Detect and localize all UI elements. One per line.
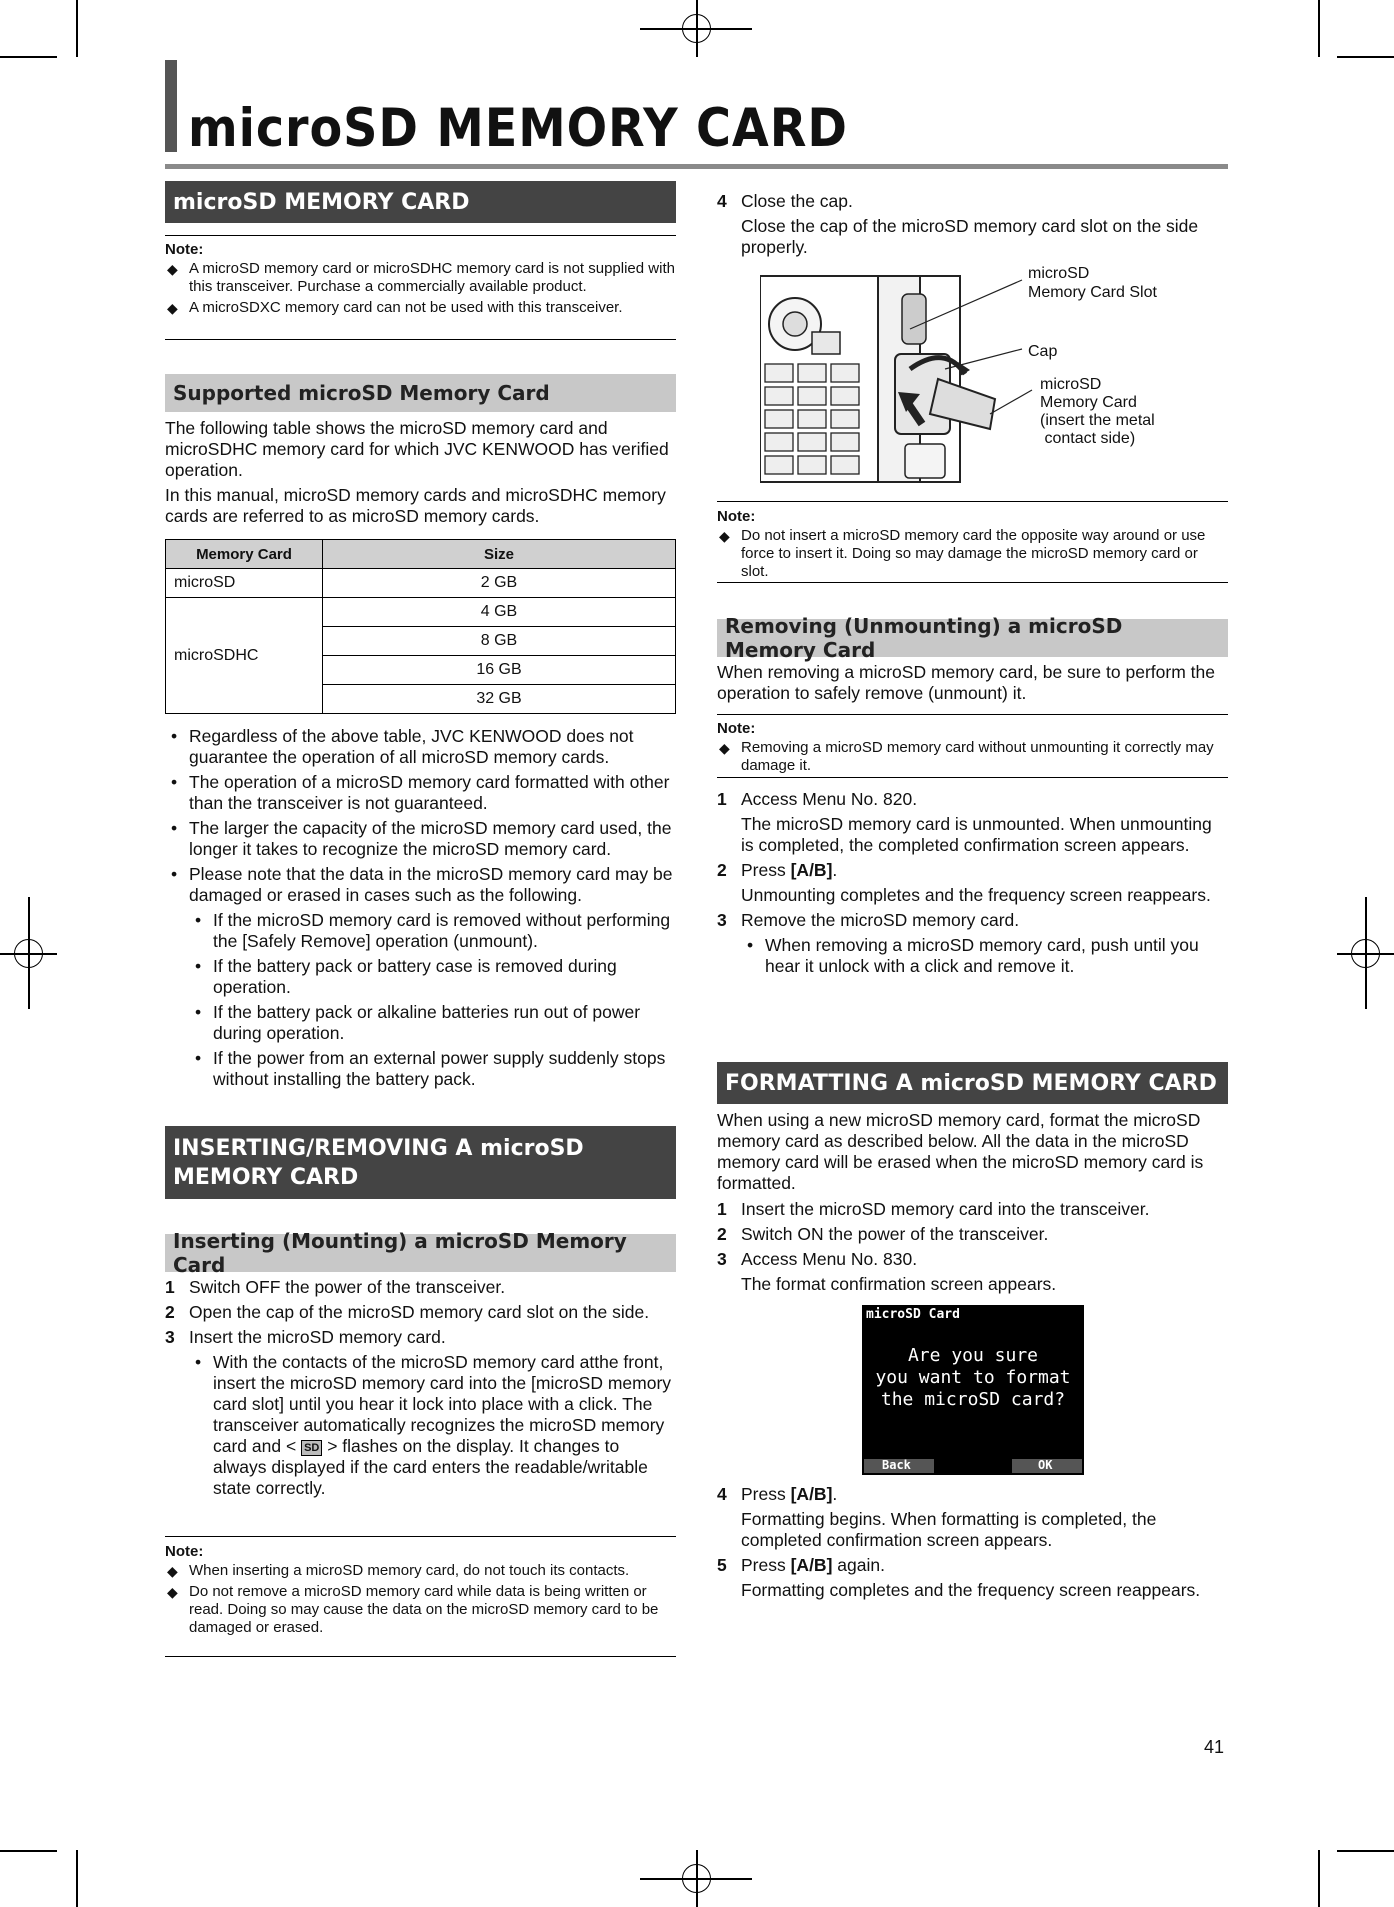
format-confirmation-screen xyxy=(862,1305,1084,1475)
subsection-heading-supported: Supported microSD Memory Card xyxy=(165,374,676,412)
table-header: Size xyxy=(323,540,676,569)
step-5: 5 Press [A/B] again. xyxy=(717,1555,885,1575)
list-item: • If the battery pack or battery case is removed during operation. xyxy=(195,956,617,997)
paragraph: In this manual, microSD memory cards and microSDHC memory cards are referred to as microSD memory cards. xyxy=(165,485,666,526)
memory-card-table xyxy=(165,539,676,714)
step-detail: The format confirmation screen appears. xyxy=(741,1274,1057,1294)
title-accent-bar xyxy=(165,60,177,152)
step-detail: The microSD memory card is unmounted. When unmounting is completed, the completed confirmation screen appears. xyxy=(741,814,1212,855)
note-box xyxy=(165,1536,676,1657)
list-item: • The operation of a microSD memory card formatted with other than the transceiver is not guaranteed. xyxy=(171,772,670,813)
steps-inserting xyxy=(165,1277,676,1503)
transceiver-slot-figure xyxy=(760,265,1226,484)
title-rule xyxy=(165,164,1228,169)
steps-formatting-cont xyxy=(717,1484,1228,1601)
softkey-ok: OK xyxy=(1038,1458,1053,1472)
label-memory-card-slot: microSD Memory Card Slot xyxy=(1028,265,1157,301)
section-heading-microsd: microSD MEMORY CARD xyxy=(165,181,676,223)
step-1: 1 Switch OFF the power of the transceiver. xyxy=(165,1277,506,1297)
paragraph: When removing a microSD memory card, be sure to perform the operation to safely remove (unmount) it. xyxy=(717,662,1215,703)
note-item: ◆ Do not insert a microSD memory card the opposite way around or use force to insert it. Doing so may damage the microSD memory card or slot. xyxy=(719,527,1206,580)
list-item: • If the power from an external power supply suddenly stops without installing the battery pack. xyxy=(195,1048,666,1089)
bullet-list xyxy=(165,726,676,1094)
note-box xyxy=(717,501,1228,583)
note-box xyxy=(717,714,1228,778)
list-item: • Regardless of the above table, JVC KENWOOD does not guarantee the operation of all microSD memory cards. xyxy=(171,726,634,767)
table-row: microSD 2 GB xyxy=(166,569,676,598)
table-row: 32 GB xyxy=(166,685,676,714)
page-title: microSD MEMORY CARD xyxy=(188,98,848,159)
list-item: • If the microSD memory card is removed without performing the [Safely Remove] operation (unmount). xyxy=(195,910,671,951)
note-label: Note: xyxy=(165,1543,204,1560)
note-item: ◆ When inserting a microSD memory card, do not touch its contacts. xyxy=(167,1562,630,1579)
table-header: Memory Card xyxy=(166,540,323,569)
note-item: ◆ A microSD memory card or microSDHC memory card is not supplied with this transceiver. Purchase a commercially available product. xyxy=(167,260,675,295)
step-3: 3 Remove the microSD memory card. xyxy=(717,910,1020,930)
screen-title: microSD Card xyxy=(866,1307,960,1322)
section-heading-insert-remove: INSERTING/REMOVING A microSD MEMORY CARD xyxy=(165,1126,676,1199)
note-label: Note: xyxy=(717,720,756,737)
transceiver-illustration xyxy=(760,274,1226,484)
step-2: 2 Press [A/B]. xyxy=(717,860,838,880)
step-3: 3 Access Menu No. 830. xyxy=(717,1249,918,1269)
steps-removing xyxy=(717,789,1228,981)
section-heading-formatting: FORMATTING A microSD MEMORY CARD xyxy=(717,1062,1228,1104)
step-1: 1 Insert the microSD memory card into the transceiver. xyxy=(717,1199,1150,1219)
note-box xyxy=(165,235,676,340)
note-label: Note: xyxy=(717,508,756,525)
step-2: 2 Switch ON the power of the transceiver. xyxy=(717,1224,1049,1244)
note-item: ◆ Removing a microSD memory card without unmounting it correctly may damage it. xyxy=(719,739,1214,774)
step-detail: Formatting completes and the frequency screen reappears. xyxy=(741,1580,1201,1600)
steps-formatting xyxy=(717,1199,1228,1295)
paragraph: The following table shows the microSD memory card and microSDHC memory card for which JVC KENWOOD has verified operation. xyxy=(165,418,669,480)
step-4-close-cap: 4 Close the cap. Close the cap of the microSD memory card slot on the side properly. xyxy=(717,191,1199,257)
list-item: • With the contacts of the microSD memory card atthe front, insert the microSD memory card into the [microSD memory card slot] until you hear it lock into place with a click. The transceiver automatically recognizes the microSD memory card and < SD > flashes on the display. It changes to always displayed if the card enters the readable/writable state correctly. xyxy=(195,1352,672,1498)
list-item: • Please note that the data in the microSD memory card may be damaged or erased in cases such as the following. xyxy=(171,864,673,905)
table-row: 16 GB xyxy=(166,656,676,685)
subsection-heading-removing: Removing (Unmounting) a microSD Memory Card xyxy=(717,619,1228,657)
list-item: • The larger the capacity of the microSD memory card used, the longer it takes to recognize the microSD memory card. xyxy=(171,818,672,859)
screen-line: you want to format xyxy=(875,1367,1071,1388)
label-memory-card: microSD Memory Card (insert the metal contact side) xyxy=(1040,376,1155,447)
list-item: • When removing a microSD memory card, push until you hear it unlock with a click and remove it. xyxy=(747,935,1199,976)
step-2: 2 Open the cap of the microSD memory card slot on the side. xyxy=(165,1302,650,1322)
step-1: 1 Access Menu No. 820. xyxy=(717,789,918,809)
screen-line: Are you sure xyxy=(907,1345,1039,1366)
screen-line: the microSD card? xyxy=(880,1389,1066,1410)
note-item: ◆ A microSDXC memory card can not be used with this transceiver. xyxy=(167,299,623,316)
table-row: 8 GB xyxy=(166,627,676,656)
label-cap: Cap xyxy=(1028,343,1058,360)
sd-card-icon: SD xyxy=(301,1440,322,1456)
step-4: 4 Press [A/B]. xyxy=(717,1484,838,1504)
subsection-heading-inserting: Inserting (Mounting) a microSD Memory Card xyxy=(165,1234,676,1272)
table-row: microSDHC 4 GB xyxy=(166,598,676,627)
note-label: Note: xyxy=(165,241,204,258)
softkey-back: Back xyxy=(882,1458,911,1472)
note-item: ◆ Do not remove a microSD memory card while data is being written or read. Doing so may cause the data on the microSD memory card to be damaged or erased. xyxy=(167,1583,659,1636)
step-detail: Unmounting completes and the frequency screen reappears. xyxy=(741,885,1211,905)
list-item: • If the battery pack or alkaline batteries run out of power during operation. xyxy=(195,1002,641,1043)
step-detail: Formatting begins. When formatting is completed, the completed confirmation screen appears. xyxy=(741,1509,1157,1550)
paragraph: When using a new microSD memory card, format the microSD memory card as described below. All the data in the microSD memory card will be erased when the microSD memory card is formatted. xyxy=(717,1110,1204,1193)
page-number: 41 xyxy=(1204,1737,1225,1757)
step-3: 3 Insert the microSD memory card. xyxy=(165,1327,446,1347)
